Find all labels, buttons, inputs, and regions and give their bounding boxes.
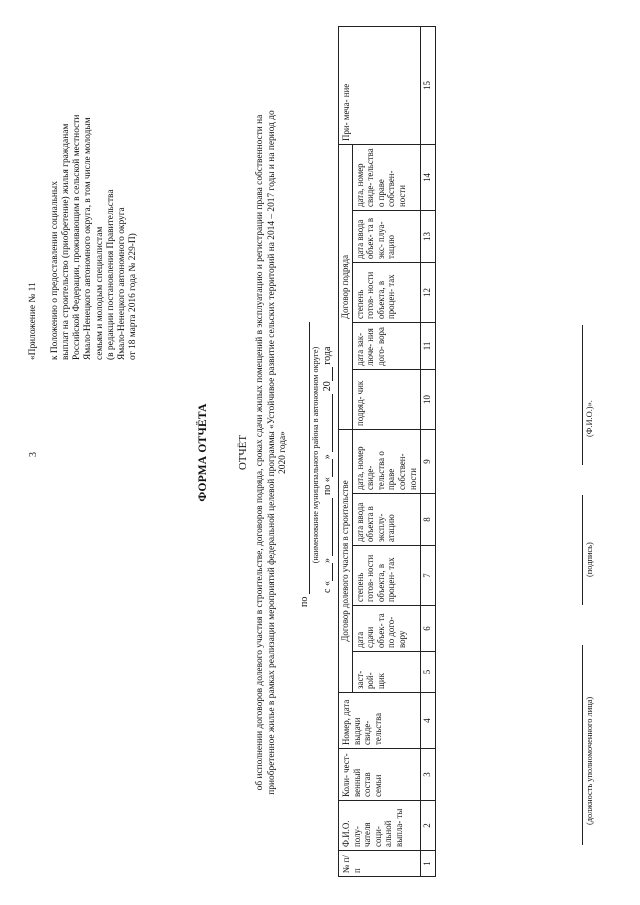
from-label: с « [322, 581, 333, 593]
signature-caption: (подпись) [585, 542, 594, 577]
header-commission-date: дата ввода объекта в эксплу- атацию [352, 494, 421, 546]
header-contract-date: дата зак- лючe- ния дого- вора [352, 323, 421, 370]
header-note: При- меча- ние [339, 26, 421, 144]
municipality-line [299, 322, 310, 607]
column-number: 7 [421, 546, 436, 606]
column-number: 13 [421, 211, 436, 263]
report-title: ОТЧЁТ [237, 434, 249, 471]
column-number: 5 [421, 652, 436, 693]
column-number: 10 [421, 370, 436, 430]
appendix-line: Российской Федерации, проживающим в сельской местности [72, 114, 83, 360]
appendix-header [28, 20, 139, 360]
column-number: 11 [421, 323, 436, 370]
position-caption: (должность уполномоченного лица) [585, 696, 594, 825]
header-ownership-cert: дата, номер свиде- тельства о праве собствен- ности [352, 430, 421, 494]
municipality-blank [299, 322, 310, 594]
name-line [582, 325, 583, 465]
position-line [582, 645, 583, 845]
to-month-blank [323, 394, 333, 452]
header-contractor: подряд- чик [352, 370, 421, 430]
column-number: 3 [421, 749, 436, 801]
column-numbers-row [421, 26, 436, 876]
column-number: 12 [421, 263, 436, 323]
signature-line [582, 495, 583, 605]
header-contract-readiness: степень готов- ности объекта, в процен- тах [352, 263, 421, 323]
appendix-line: выплат на строительство (приобретение) жилья гражданам [61, 123, 72, 360]
header-number: № п/п [339, 851, 421, 877]
po-label: по [299, 596, 310, 607]
to-close: » [322, 454, 333, 460]
column-number: 8 [421, 494, 436, 546]
appendix-line: Ямало-Ненецкого автономного округа [116, 207, 127, 360]
column-number: 2 [421, 801, 436, 851]
to-day-blank [323, 459, 333, 477]
header-contract-commission: дата ввода объек- та в экс- плуа- тацию [352, 211, 421, 263]
report-subject: об исполнении договоров долевого участия в строительстве, договоров подряда, сроках сдачи жилых помещений в эксплуатацию и регистрации права собственности на приобретенное жилье в рамках реализации мероприятий федеральной целевой программы «Устойчивое развитие сельских территорий на 2014 – 2017 годы и на период до 2020 года» [255, 110, 289, 795]
form-title: ФОРМА ОТЧЁТА [197, 403, 209, 502]
from-close: » [322, 558, 333, 564]
header-group-contract: Договор подряда [339, 144, 353, 429]
column-number: 9 [421, 430, 436, 494]
to-label: по « [322, 477, 333, 496]
header-contract-ownership: дата, номер свиде- тельства о праве собствен- ности [352, 144, 421, 210]
header-group-shared-construction: Договор долевого участия в строительстве [339, 430, 353, 693]
column-number: 15 [421, 26, 436, 144]
name-caption: (Ф.И.О.)». [585, 400, 594, 437]
appendix-line [39, 20, 50, 360]
appendix-line: (в редакции постановления Правительства [105, 189, 116, 360]
appendix-line: «Приложение № 11 [28, 282, 38, 360]
period-line [322, 347, 333, 593]
from-day-blank [323, 563, 333, 581]
year-suffix: года [322, 346, 333, 365]
appendix-line: к Положению о предоставлении социальных [50, 181, 61, 360]
year-prefix: 20 [322, 381, 333, 392]
header-certificate: Номер, дата выдачи свиде- тельства [339, 693, 421, 749]
page-number: 3 [28, 452, 39, 457]
header-row-group [339, 26, 353, 876]
from-month-blank [323, 498, 333, 556]
column-number: 4 [421, 693, 436, 749]
column-number: 14 [421, 144, 436, 210]
header-readiness: степень готов- ности объекта, в процен- тах [352, 546, 421, 606]
appendix-line: семьям и молодым специалистам [94, 226, 105, 360]
report-table [338, 26, 436, 877]
header-family-size: Коли- чест- венный состав семьи [339, 749, 421, 801]
year-blank [323, 367, 333, 381]
column-number: 1 [421, 851, 436, 877]
appendix-line: Ямало-Ненецкого автономного округа, в том числе молодым [83, 117, 94, 360]
header-developer: заст- рой- щик [352, 652, 421, 693]
municipality-caption: (наименование муниципального района в автономном округе) [311, 346, 320, 564]
column-number: 6 [421, 606, 436, 652]
header-recipient-name: Ф.И.О. полу- чателя соци- альной выпла- ты [339, 801, 421, 851]
header-handover-date: дата сдачи объек- та по дого- вору [352, 606, 421, 652]
appendix-line: от 18 марта 2016 года № 229-П) [127, 233, 138, 360]
